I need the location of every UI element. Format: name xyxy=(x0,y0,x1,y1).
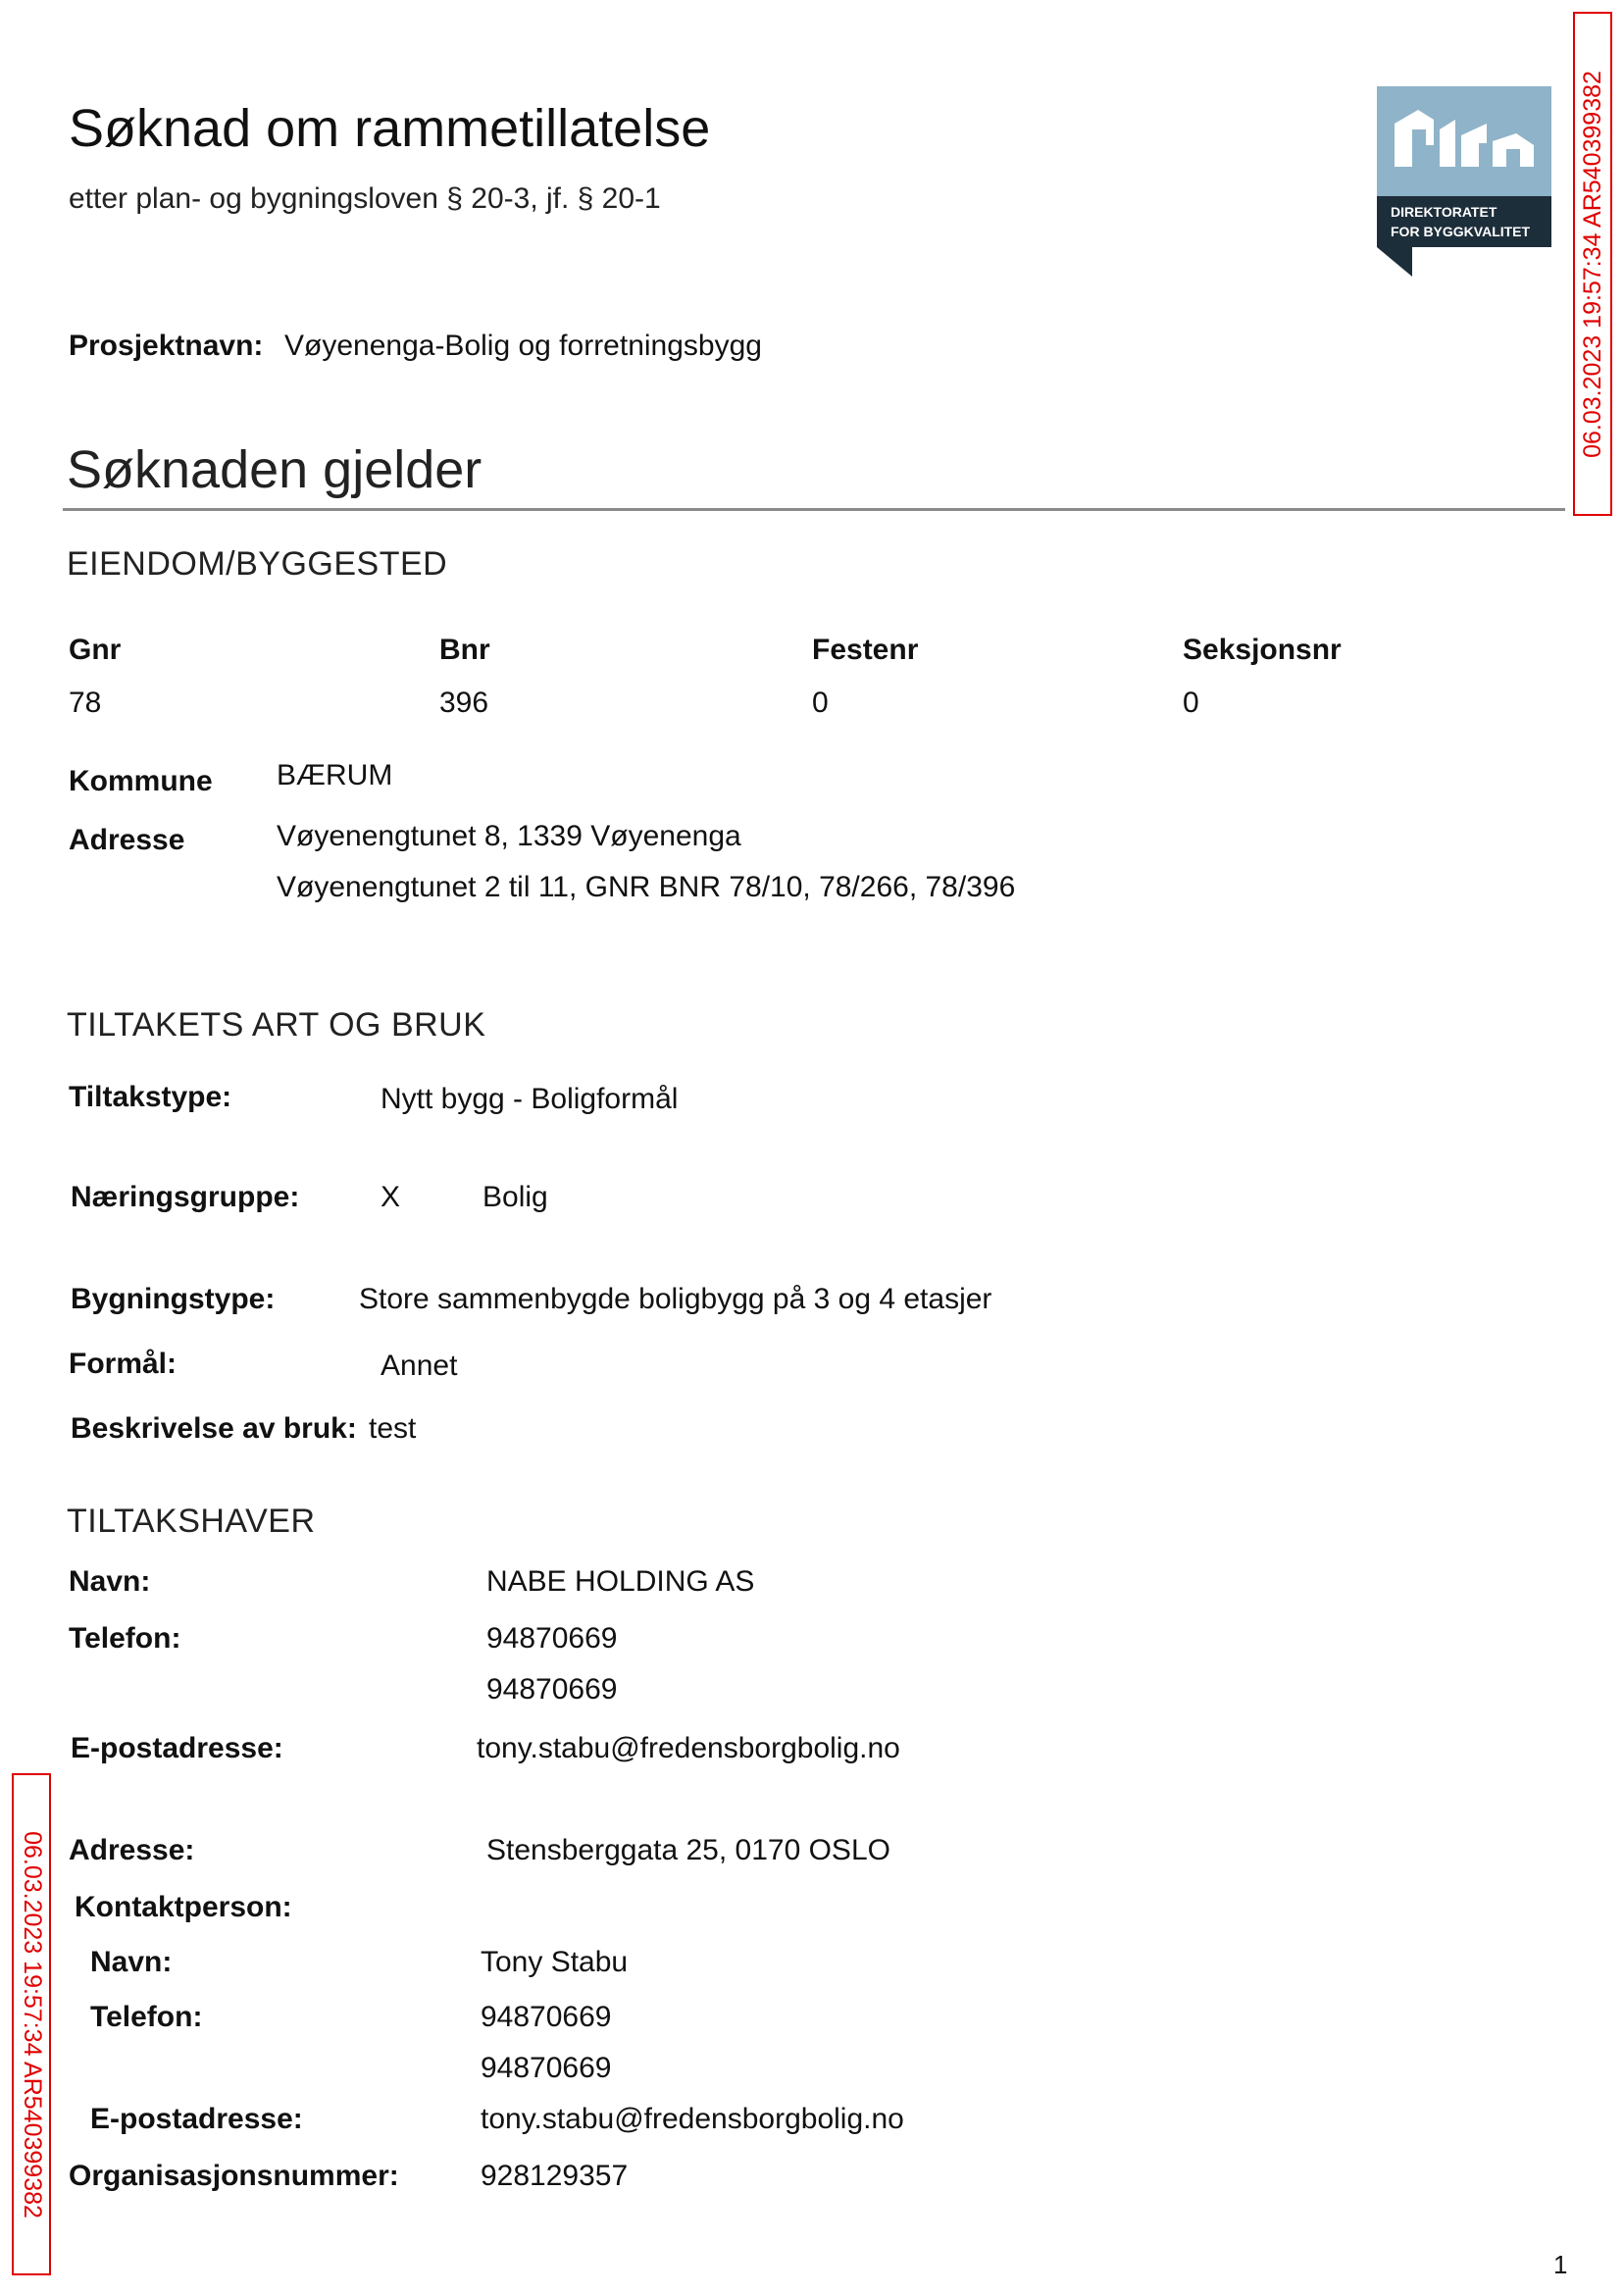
tiltakstype-label: Tiltakstype: xyxy=(69,1081,232,1113)
gnr-label: Gnr xyxy=(69,634,122,666)
tiltakshaver-epost-label: E-postadresse: xyxy=(71,1732,283,1764)
archive-stamp-left xyxy=(12,1773,51,2275)
tiltakshaver-telefon-value-2: 94870669 xyxy=(486,1673,618,1706)
kontakt-epost-label: E-postadresse: xyxy=(90,2103,303,2135)
bygningstype-label: Bygningstype: xyxy=(71,1283,276,1315)
seksjonsnr-label: Seksjonsnr xyxy=(1183,634,1342,666)
kontakt-telefon-label: Telefon: xyxy=(90,2001,203,2033)
formal-value: Annet xyxy=(381,1350,458,1382)
tiltakshaver-telefon-label: Telefon: xyxy=(69,1622,181,1655)
kontakt-navn-value: Tony Stabu xyxy=(481,1946,629,1978)
bnr-value: 396 xyxy=(439,687,489,719)
tiltakshaver-telefon-value-1: 94870669 xyxy=(486,1622,618,1655)
festenr-label: Festenr xyxy=(812,634,919,666)
logo-tail xyxy=(1377,247,1412,277)
beskrivelse-label: Beskrivelse av bruk: xyxy=(71,1412,357,1445)
organisasjonsnummer-label: Organisasjonsnummer: xyxy=(69,2160,399,2192)
tiltakshaver-adresse-label: Adresse: xyxy=(69,1834,195,1866)
naeringsgruppe-code: X xyxy=(381,1181,401,1213)
logo-text-2: FOR BYGGKVALITET xyxy=(1391,224,1531,239)
naeringsgruppe-value: Bolig xyxy=(482,1181,548,1213)
document-title: Søknad om rammetillatelse xyxy=(69,99,711,158)
kommune-label: Kommune xyxy=(69,765,213,797)
formal-label: Formål: xyxy=(69,1348,178,1380)
beskrivelse-value: test xyxy=(369,1412,417,1445)
project-name-label: Prosjektnavn: xyxy=(69,330,264,362)
organisasjonsnummer-value: 928129357 xyxy=(481,2160,629,2192)
logo-text-1: DIREKTORATET xyxy=(1391,204,1497,220)
gnr-value: 78 xyxy=(69,687,102,719)
kommune-value: BÆRUM xyxy=(277,759,393,791)
tiltak-heading: TILTAKETS ART OG BRUK xyxy=(67,1006,486,1044)
naeringsgruppe-label: Næringsgruppe: xyxy=(71,1181,300,1213)
tiltakshaver-adresse-value: Stensberggata 25, 0170 OSLO xyxy=(486,1834,890,1866)
festenr-value: 0 xyxy=(812,687,829,719)
project-name-value: Vøyenenga-Bolig og forretningsbygg xyxy=(284,330,762,362)
kontakt-epost-value[interactable]: tony.stabu@fredensborgbolig.no xyxy=(481,2103,904,2135)
stamp-text: 06.03.2023 19:57:34 AR540399382 xyxy=(1578,70,1606,458)
archive-stamp-right xyxy=(1573,12,1612,516)
tiltakshaver-navn-label: Navn: xyxy=(69,1565,151,1598)
bygningstype-value: Store sammenbygde boligbygg på 3 og 4 etasjer xyxy=(359,1283,992,1315)
section-divider xyxy=(63,508,1565,511)
eiendom-heading: EIENDOM/BYGGESTED xyxy=(67,545,448,583)
tiltakstype-value: Nytt bygg - Boligformål xyxy=(381,1083,679,1115)
page-number: 1 xyxy=(1553,2250,1568,2279)
kontakt-telefon-value-2: 94870669 xyxy=(481,2052,612,2084)
kontakt-navn-label: Navn: xyxy=(90,1946,173,1978)
adresse-line-1: Vøyenengtunet 8, 1339 Vøyenenga xyxy=(277,820,741,852)
seksjonsnr-value: 0 xyxy=(1183,687,1199,719)
dibk-logo xyxy=(1377,86,1551,277)
tiltakshaver-epost-value[interactable]: tony.stabu@fredensborgbolig.no xyxy=(477,1732,900,1764)
kontaktperson-label: Kontaktperson: xyxy=(75,1891,292,1923)
tiltakshaver-navn-value: NABE HOLDING AS xyxy=(486,1565,755,1598)
adresse-line-2: Vøyenengtunet 2 til 11, GNR BNR 78/10, 78/266, 78/396 xyxy=(277,871,1016,903)
bnr-label: Bnr xyxy=(439,634,490,666)
tiltakshaver-heading: TILTAKSHAVER xyxy=(67,1503,316,1540)
section-heading: Søknaden gjelder xyxy=(67,440,482,499)
kontakt-telefon-value-1: 94870669 xyxy=(481,2001,612,2033)
adresse-label: Adresse xyxy=(69,824,185,856)
document-subtitle: etter plan- og bygningsloven § 20-3, jf. § 20-1 xyxy=(69,182,661,215)
stamp-text-left: 06.03.2023 19:57:34 AR540399382 xyxy=(18,1830,46,2218)
